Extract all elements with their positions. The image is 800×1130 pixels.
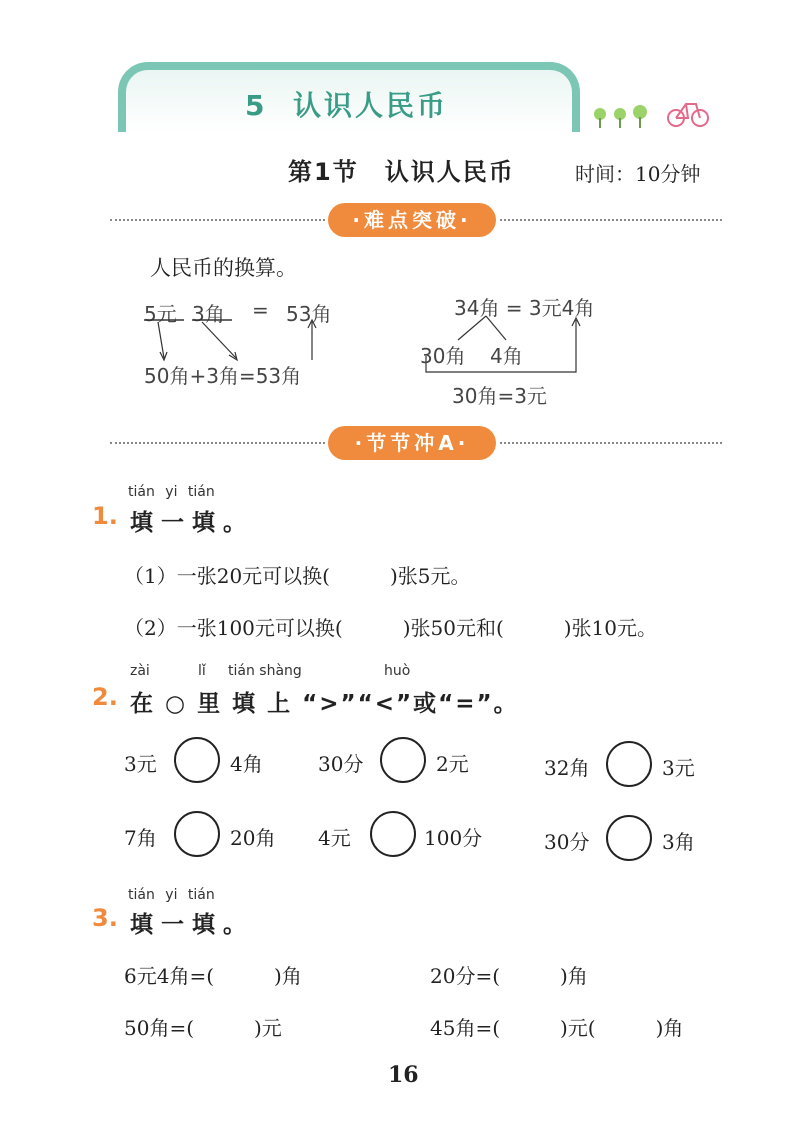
- q3-title: 填一填。: [130, 912, 254, 938]
- q3-pinyin: tián yi tián: [128, 887, 215, 903]
- q2-pinyin-zai: zài: [130, 663, 150, 679]
- compare-right: 4角: [230, 752, 263, 776]
- compare-right: 20角: [230, 826, 276, 850]
- compare-circle[interactable]: [380, 737, 426, 783]
- compare-left: 4元: [318, 826, 351, 850]
- example-right-split-a: 30角: [420, 344, 466, 368]
- compare-circle[interactable]: [606, 741, 652, 787]
- divider-right-2: [500, 442, 722, 444]
- section-heading: 第1节 认识人民币: [288, 158, 515, 186]
- time-label: 时间：10分钟: [575, 162, 701, 186]
- divider-left-2: [110, 442, 325, 444]
- practice-banner: ·节节冲A·: [328, 426, 496, 460]
- compare-circle[interactable]: [174, 737, 220, 783]
- q3-item-4: 45角=( )元( )角: [430, 1016, 684, 1040]
- q3-number: 3.: [92, 904, 118, 932]
- example-left-equation: 50角+3角=53角: [144, 364, 302, 388]
- example-right-split-b: 4角: [490, 344, 523, 368]
- compare-circle[interactable]: [174, 811, 220, 857]
- q3-item-3: 50角=( )元: [124, 1016, 282, 1040]
- divider-left: [110, 219, 325, 221]
- bicycle-decoration-icon: [588, 92, 713, 132]
- compare-left: 7角: [124, 826, 157, 850]
- compare-right: 2元: [436, 752, 469, 776]
- q1-title: 填一填。: [130, 510, 254, 536]
- q2-pinyin-li: lǐ: [198, 663, 206, 679]
- divider-right: [500, 219, 722, 221]
- example-left-arrows: [140, 318, 340, 364]
- q1-number: 1.: [92, 502, 118, 530]
- difficulty-banner: ·难点突破·: [328, 203, 496, 237]
- page-number: 16: [388, 1062, 419, 1088]
- example-right-equation: 30角=3元: [452, 384, 547, 408]
- q3-item-1: 6元4角=( )角: [124, 964, 302, 988]
- chapter-title: 5 认识人民币: [245, 89, 448, 122]
- compare-right: 3元: [662, 756, 695, 780]
- q1-item-2: （2）一张100元可以换( )张50元和( )张10元。: [124, 616, 658, 640]
- q1-pinyin: tián yi tián: [128, 484, 215, 500]
- example-left-yuan: 5元: [144, 302, 177, 326]
- q3-item-2: 20分=( )角: [430, 964, 588, 988]
- q2-title: 在 ○ 里 填 上 “>”“<”或“=”。: [130, 691, 519, 717]
- compare-left: 30分: [544, 830, 590, 854]
- q2-number: 2.: [92, 683, 118, 711]
- compare-circle[interactable]: [370, 811, 416, 857]
- example-left-eq: =: [252, 298, 269, 322]
- example-right-top: 34角 = 3元4角: [454, 296, 595, 320]
- compare-right: 100分: [424, 826, 483, 850]
- compare-left: 30分: [318, 752, 364, 776]
- conversion-intro: 人民币的换算。: [150, 256, 297, 280]
- q1-item-1: （1）一张20元可以换( )张5元。: [124, 564, 471, 588]
- example-left-jiao: 3角: [192, 302, 225, 326]
- q2-pinyin-tianshang: tián shàng: [228, 663, 302, 679]
- example-left-result: 53角: [286, 302, 332, 326]
- compare-left: 3元: [124, 752, 157, 776]
- compare-left: 32角: [544, 756, 590, 780]
- compare-right: 3角: [662, 830, 695, 854]
- compare-circle[interactable]: [606, 815, 652, 861]
- q2-pinyin-huo: huò: [384, 663, 411, 679]
